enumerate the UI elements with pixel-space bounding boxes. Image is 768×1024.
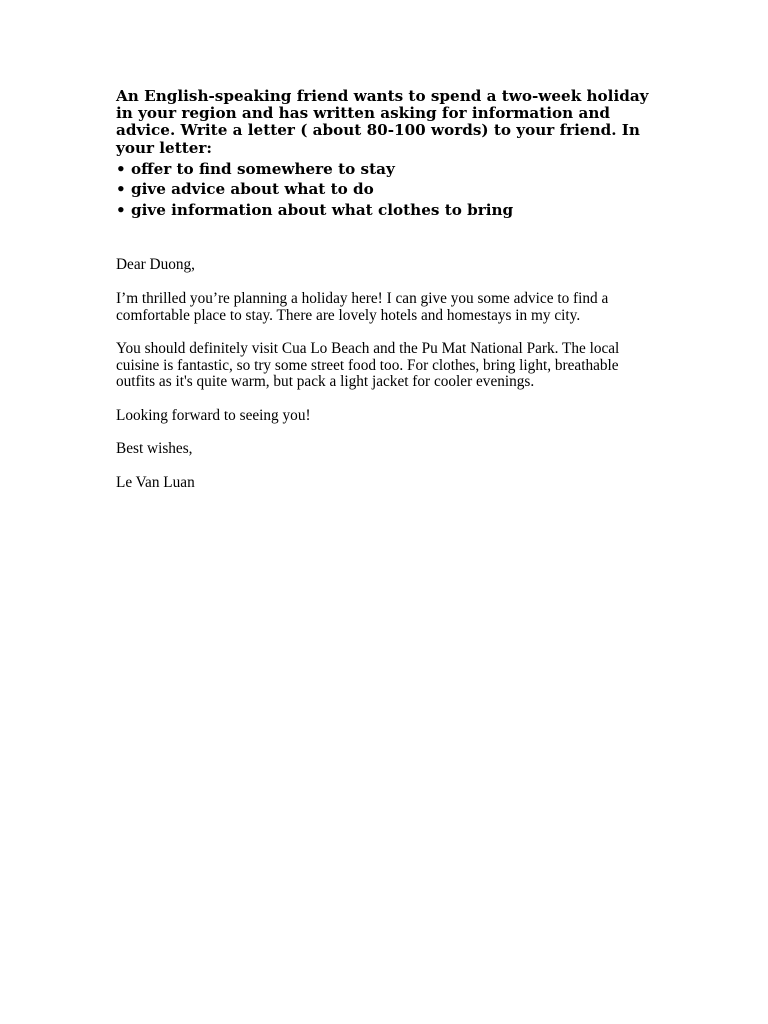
task-bullet-activities: • give advice about what to do: [116, 180, 374, 199]
letter-closing-line: Looking forward to seeing you!: [116, 406, 311, 424]
letter-paragraph-accommodation: I’m thrilled you’re planning a holiday here! I can give you some advice to find a comfortable place to stay. There are lovely hotels and homestays in my city.: [116, 289, 609, 324]
letter-sign-off: Best wishes,: [116, 440, 193, 458]
task-prompt: An English-speaking friend wants to spend a two-week holiday in your region and has written asking for information and advice. Write a letter ( about 80-100 words) to your friend. In your letter:: [116, 87, 649, 157]
letter-signature: Le Van Luan: [116, 474, 195, 492]
document-page: [116, 88, 661, 509]
letter-body: [116, 257, 661, 491]
task-bullet-clothes: • give information about what clothes to bring: [116, 200, 514, 219]
task-bullet-stay: • offer to find somewhere to stay: [116, 159, 395, 178]
letter-greeting: Dear Duong,: [116, 256, 196, 274]
task-bullet-list: [116, 159, 661, 221]
letter-paragraph-activities: You should definitely visit Cua Lo Beach and the Pu Mat National Park. The local cuisine is fantastic, so try some street food too. For clothes, bring light, breathable outfits as it's quite warm, but pack a light jacket for cooler evenings.: [116, 340, 620, 391]
